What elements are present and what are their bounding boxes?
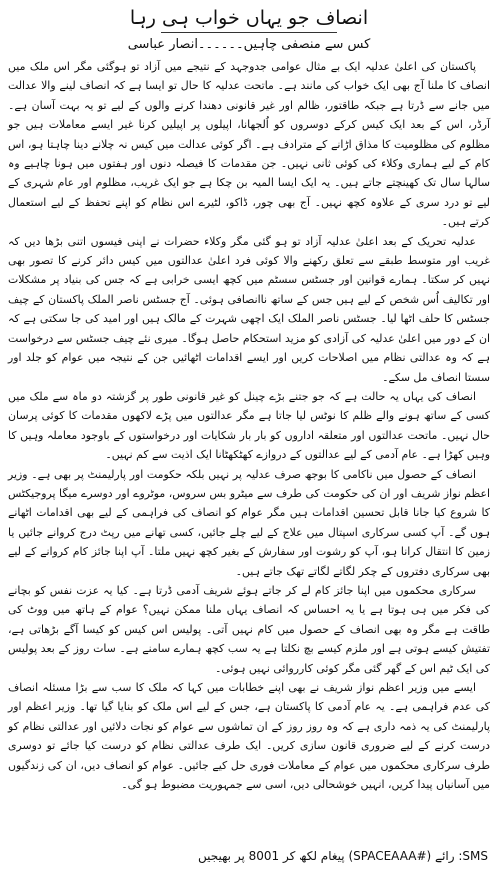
sms-text: SMS: رائے (#SPACEAAA) پیغام لکھ کر 8001 پر بھیجیں	[198, 849, 488, 863]
article-body	[8, 57, 490, 794]
article-paragraph: ایسے میں وزیر اعظم نواز شریف نے بھی اپنے خطابات میں کہا کہ ملک کا سب سے بڑا مسئلہ انصاف کی عدم فراہمی ہے۔ یہ عام آدمی کا پاکستان ہے، جس کے لیے اس ملک کو بنایا گیا تھا۔ وزیر اعظم اور پارلیمنٹ کی یہ ذمہ داری ہے کہ وہ روز روز کے ان تماشوں سے عوام کو نجات دلائیں اور عدالتی نظام کو درست کرنے کے لیے ضروری قانون سازی کریں۔ ایک طرف عدالتی نظام کو درست کیا جائے تو دوسری طرف سرکاری محکموں میں عوام کے معاملات فوری حل کیے جائیں۔ عوام کو انصاف دیں، ان کی زندگیوں میں آسانیاں پیدا کریں، انہیں خوشحالی دیں، اسی سے جمہوریت مضبوط ہو گی۔	[8, 681, 490, 792]
article-title: انصاف جو یہاں خواب ہی رہا	[129, 7, 369, 29]
article-paragraph: انصاف کی یہاں یہ حالت ہے کہ جو جتنے بڑے چینل کو غیر قانونی طور پر گزشتہ دو ماہ سے ملک میں کسی کے ساتھ ہونے والے ظلم کا نوٹس لیا جاتا ہے مگر عدالتوں میں پڑے لاکھوں مقدمات کا کوئی پرسان حال نہیں۔ ماتحت عدالتوں اور متعلقہ اداروں کو بار بار شکایات اور درخواستوں کے باوجود معاملہ وہیں کا وہیں کھڑا ہے۔ عام آدمی کے لیے عدالتوں کے دروازے کھٹکھٹانا ایک اذیت سے کم نہیں۔	[8, 389, 490, 462]
title-underline	[161, 32, 337, 33]
article-paragraph: عدلیہ تحریک کے بعد اعلیٰ عدلیہ آزاد تو ہو گئی مگر وکلاء حضرات نے اپنی فیسوں اتنی بڑھا دیں کہ غریب اور متوسط طبقے سے تعلق رکھنے والا کوئی فرد اعلیٰ عدالتوں میں کیس دائر کرنے کا تصور بھی نہیں کر سکتا۔ ہمارے قوانین اور جسٹس سسٹم میں کچھ ایسی خرابی ہے کہ جس کی بنیاد پر مشکلات اور تکالیف اُس شخص کے لیے ہیں جس کے ساتھ ناانصافی ہوئی۔ آج جسٹس ناصر الملک پاکستان کے چیف جسٹس کا حلف اٹھا لیا۔ جسٹس ناصر الملک ایک اچھی شہرت کے مالک ہیں اور امید کی جا سکتی ہے کہ ان کے دور میں اعلیٰ عدلیہ کی آزادی کو مزید استحکام حاصل ہوگا۔ میری نئے چیف جسٹس سے درخواست ہے کہ وہ عدالتی نظام میں اصلاحات کریں اور ایسے اقدامات اٹھائیں جن کے نتیجہ میں عوام کو جلد اور سستا انصاف مل سکے۔	[8, 234, 490, 384]
article-paragraph: انصاف کے حصول میں ناکامی کا بوجھ صرف عدلیہ پر نہیں بلکہ حکومت اور پارلیمنٹ پر بھی ہے۔ وزیر اعظم نواز شریف اور ان کی حکومت کی طرف سے میٹرو بس سروس، موٹروے اور دوسرے میگا پروجیکٹس کا شروع کیا جانا قابل تحسین اقدامات ہیں مگر عوام کو انصاف کی فراہمی کے لیے بھی اقدامات اٹھانے ہوں گے۔ آپ کسی سرکاری اسپتال میں علاج کے لیے چلے جائیں، کسی تھانے میں رپٹ درج کروانے جائیں یا زمین کا انتقال کرانا ہو، آپ کو رشوت اور سفارش کے بغیر کچھ نہیں ملتا۔ آپ اپنا جائز کام کروانے کے لیے بھی سرکاری دفتروں کے چکر لگاتے لگاتے تھک جاتے ہیں۔	[8, 467, 490, 578]
article-paragraph: پاکستان کی اعلیٰ عدلیہ ایک بے مثال عوامی جدوجہد کے نتیجے میں آزاد تو ہوگئی مگر اس ملک میں انصاف کا ملنا آج بھی ایک خواب کی مانند ہے۔ ماتحت عدلیہ کا حال تو ایسا ہے کہ انصاف لینے والا عدالت میں جانے سے ڈرتا ہے جبکہ طاقتور، ظالم اور غیر قانونی دھندا کرنے والوں کے لیے تو یہ بہت آسان ہے۔ آرڈر، اس کے بعد ایک کیس کرکے دوسروں کو اُلجھانا، اپیلوں پر اپیلیں کرنا غیر ایسے معاملات ہیں جو مظلوم کی مظلومیت کا مذاق اڑانے کے مترادف ہے۔ اگر کوئی عدالت میں کیس نہ چلانے دینا چاہتا ہو، اس کام کے لیے ہماری وکلاء کی کوئی ثانی نہیں۔ جن مقدمات کا فیصلہ دنوں اور ہفتوں میں ہونا چاہیے وہ سالہا سال تک کھینچتے جاتے ہیں۔ یہ ایک ایسا المیہ بن چکا ہے جو ایک غریب، مظلوم اور عام شہری کے لیے تو درد سری کے علاوہ کچھ نہیں۔ آج بھی چور، ڈاکو، لٹیرے اس نظام کو اپنے تحفظ کے لیے استعمال کرتے ہیں۔	[8, 60, 490, 229]
article-paragraph: سرکاری محکموں میں اپنا جائز کام لے کر جاتے ہوئے شریف آدمی ڈرتا ہے۔ کیا یہ عزت نفس کو بچانے کی فکر میں ہی ہوتا ہے یا یہ احساس کہ انصاف یہاں ملنا ممکن نہیں؟ عوام کے ہاتھ میں ووٹ کی طاقت ہے مگر وہ بھی انصاف کے حصول میں کام نہیں آتی۔ پولیس اس کیس کو کیسا آگے بڑھاتی ہے، تفتیش کیسے ہوتی ہے اور ملزم کیسے بچ نکلتا ہے یہ سب کچھ ہمارے سامنے ہے۔ سات روز کے بعد پولیس کی ایک ٹیم اس کے گھر گئی مگر کوئی کارروائی نہیں ہوئی۔	[8, 583, 490, 675]
article-byline: کس سے منصفی چاہیں۔۔۔۔۔۔انصار عباسی	[127, 37, 371, 52]
sms-feedback-line	[10, 845, 488, 867]
